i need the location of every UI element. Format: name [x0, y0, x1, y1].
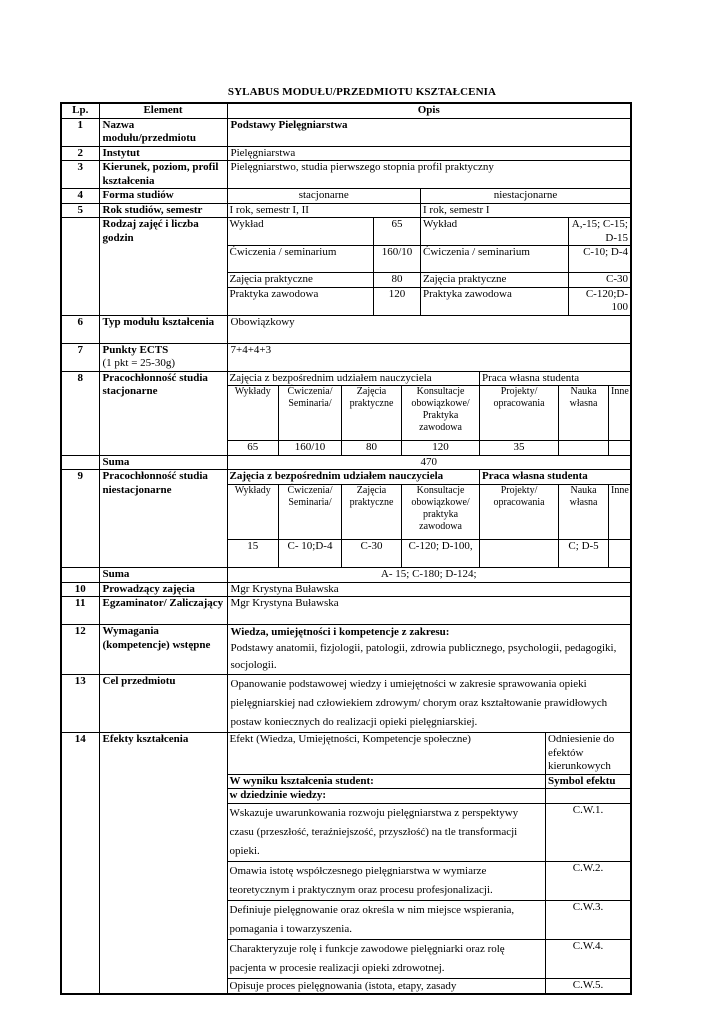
row-11-element: Egzaminator/ Zaliczający [99, 597, 227, 625]
row-8-lp: 8 [61, 371, 99, 455]
row-6-value: Obowiązkowy [227, 315, 631, 343]
row-8-suma [61, 455, 631, 470]
row-1-lp: 1 [61, 118, 99, 146]
workload-col-header: Projekty/ opracowania [480, 484, 559, 539]
hours-row-label: Zajęcia praktyczne [228, 273, 374, 288]
row-12 [61, 625, 631, 675]
row-12-element: Wymagania (kompetencje) wstępne [99, 625, 227, 675]
row-5-years [227, 203, 631, 218]
row-14-element: Efekty kształcenia [99, 733, 227, 994]
row-3-element: Kierunek, poziom, profil kształcenia [99, 161, 227, 189]
row-4-lp: 4 [61, 189, 99, 204]
row-9 [61, 470, 631, 568]
row-13-element: Cel przedmiotu [99, 675, 227, 733]
workload-col-header: Wykłady [228, 484, 279, 539]
effects-symbol-header: Symbol efektu [546, 774, 631, 789]
workload-niestac-table [228, 470, 631, 567]
workload-value: 35 [480, 441, 559, 455]
row-9-suma-label: Suma [99, 568, 227, 583]
row-7-lp: 7 [61, 343, 99, 371]
workload-value: C- 10;D-4 [279, 539, 342, 567]
workload-niestac-cell [227, 470, 631, 568]
form-niestacjonarne: niestacjonarne [421, 189, 631, 203]
hours-row-value: 65 [374, 218, 421, 246]
effects-head-description: Efekt (Wiedza, Umiejętności, Kompetencje społeczne) [228, 733, 546, 774]
document-title: SYLABUS MODUŁU/PRZEDMIOTU KSZTAŁCENIA [227, 86, 497, 98]
workload-group-teacher: Zajęcia z bezpośrednim udziałem nauczyciela [228, 470, 480, 484]
row-10-lp: 10 [61, 582, 99, 597]
effect-text: Omawia istotę współczesnego pielęgniarstwa w wymiarze teoretycznym i praktycznym oraz procesu profesjonalizacji. [228, 861, 546, 900]
row-9-lp: 9 [61, 470, 99, 568]
row-4-element: Forma studiów [99, 189, 227, 204]
effect-text: Definiuje pielęgnowanie oraz określa w nim miejsce wspierania, pomagania i towarzyszenia. [228, 900, 546, 939]
workload-value [480, 539, 559, 567]
row-1-element: Nazwa modułu/przedmiotu [99, 118, 227, 146]
workload-value: 120 [402, 441, 480, 455]
row-8-element: Pracochłonność studia stacjonarne [99, 371, 227, 455]
syllabus-table [60, 102, 632, 995]
row-10-element: Prowadzący zajęcia [99, 582, 227, 597]
workload-value: 160/10 [279, 441, 342, 455]
workload-value: C; D-5 [559, 539, 609, 567]
row-12-value-cell [227, 625, 631, 675]
workload-col-header: Projekty/ opracowania [480, 386, 559, 441]
row-8 [61, 371, 631, 455]
row-14 [61, 733, 631, 994]
header-element: Element [99, 103, 227, 118]
workload-col-header: Konsultacje obowiązkowe/ praktyka zawodowa [402, 484, 480, 539]
effects-cell [227, 733, 631, 994]
row-9-suma-value: A- 15; C-180; D-124; [227, 568, 631, 583]
workload-value: 65 [228, 441, 279, 455]
row-12-value-heading: Wiedza, umiejętności i kompetencje z zakresu: [230, 626, 450, 638]
effect-text: Charakteryzuje rolę i funkcje zawodowe pielęgniarki oraz rolę pacjenta w procesie realizacji opieki zdrowotnej. [228, 939, 546, 978]
workload-value: C-30 [342, 539, 402, 567]
effect-symbol: C.W.5. [546, 978, 631, 993]
hours-row-value: 160/10 [374, 246, 421, 273]
row-7 [61, 343, 631, 371]
hours-row-label: Wykład [421, 218, 569, 246]
row-10-value: Mgr Krystyna Buławska [227, 582, 631, 597]
effects-domain-knowledge: w dziedzinie wiedzy: [228, 789, 546, 804]
row-5-lp: 5 [61, 203, 99, 218]
row-5-element: Rok studiów, semestr [99, 203, 227, 218]
hours-table-cell [227, 218, 631, 316]
workload-group-self: Praca własna studenta [480, 372, 630, 386]
workload-group-teacher: Zajęcia z bezpośrednim udziałem nauczyciela [228, 372, 480, 386]
effects-subhead: W wyniku kształcenia student: [228, 774, 546, 789]
workload-col-header: Ćwiczenia/ Seminaria/ [279, 386, 342, 441]
workload-value [609, 539, 630, 567]
row-8-suma-label: Suma [99, 455, 227, 470]
workload-group-self: Praca własna studenta [480, 470, 630, 484]
hours-row-value: 120 [374, 287, 421, 315]
row-6-lp: 6 [61, 315, 99, 343]
row-4-forms [227, 189, 631, 204]
row-9-element: Pracochłonność studia niestacjonarne [99, 470, 227, 568]
row-9-suma [61, 568, 631, 583]
workload-value [609, 441, 630, 455]
hours-row-value: C-30 [569, 273, 631, 288]
row-5-hours-element: Rodzaj zajęć i liczba godzin [99, 218, 227, 316]
row-13-value: Opanowanie podstawowej wiedzy i umiejętności w zakresie sprawowania opieki pielęgniarskiej nad człowiekiem zdrowym/ chorym oraz kształtowanie prawidłowych postaw koniecznych do realizacji opieki pielęgniarskiej. [227, 675, 631, 733]
workload-col-header: Wykłady [228, 386, 279, 441]
hours-row-label: Praktyka zawodowa [228, 287, 374, 315]
header-opis: Opis [227, 103, 631, 118]
year-stacjonarne: I rok, semestr I, II [228, 204, 421, 218]
hours-row-label: Wykład [228, 218, 374, 246]
row-5 [61, 203, 631, 218]
workload-col-header: Nauka własna [559, 386, 609, 441]
row-4 [61, 189, 631, 204]
workload-stac-table [228, 372, 631, 455]
hours-row-label: Praktyka zawodowa [421, 287, 569, 315]
row-11-lp: 11 [61, 597, 99, 625]
row-1 [61, 118, 631, 146]
hours-row-value: C-10; D-4 [569, 246, 631, 273]
workload-col-header: Inne [609, 484, 630, 539]
row-7-element-note: (1 pkt = 25-30g) [102, 357, 175, 369]
row-2-lp: 2 [61, 146, 99, 161]
hours-row-label: Zajęcia praktyczne [421, 273, 569, 288]
row-10 [61, 582, 631, 597]
workload-value: 80 [342, 441, 402, 455]
effect-symbol: C.W.1. [546, 803, 631, 861]
syllabus-table-wrapper [60, 102, 630, 995]
hours-row-label: Ćwiczenia / seminarium [421, 246, 569, 273]
workload-stac-cell [227, 371, 631, 455]
effect-symbol: C.W.2. [546, 861, 631, 900]
workload-col-header: Nauka własna [559, 484, 609, 539]
row-2-value: Pielęgniarstwa [227, 146, 631, 161]
hours-table [228, 218, 631, 315]
effect-symbol: C.W.3. [546, 900, 631, 939]
row-13-lp: 13 [61, 675, 99, 733]
row-3-lp: 3 [61, 161, 99, 189]
form-stacjonarne: stacjonarne [228, 189, 421, 203]
hours-row-value: A,-15; C-15; D-15 [569, 218, 631, 246]
workload-col-header: Zajęcia praktyczne [342, 386, 402, 441]
workload-col-header: Inne [609, 386, 630, 441]
row-6 [61, 315, 631, 343]
effects-head-reference: Odniesienie do efektów kierunkowych [546, 733, 631, 774]
row-6-element: Typ modułu kształcenia [99, 315, 227, 343]
row-7-value: 7+4+4+3 [227, 343, 631, 371]
row-12-lp: 12 [61, 625, 99, 675]
row-3-value: Pielęgniarstwo, studia pierwszego stopnia profil praktyczny [227, 161, 631, 189]
workload-col-header: Zajęcia praktyczne [342, 484, 402, 539]
row-13 [61, 675, 631, 733]
row-5-hours [61, 218, 631, 316]
hours-row-value: 80 [374, 273, 421, 288]
header-lp: Lp. [61, 103, 99, 118]
effect-text: Wskazuje uwarunkowania rozwoju pielęgniarstwa z perspektywy czasu (przeszłość, teraźniejszość, przyszłość) na tle transformacji opieki. [228, 803, 546, 861]
row-14-lp: 14 [61, 733, 99, 994]
row-12-value: Podstawy anatomii, fizjologii, patologii, zdrowia publicznego, psychologii, pedagogiki, socjologii. [230, 642, 617, 671]
effects-table [228, 733, 631, 993]
workload-value [559, 441, 609, 455]
workload-value: C-120; D-100, [402, 539, 480, 567]
effect-text: Opisuje proces pielęgnowania (istota, etapy, zasady [228, 978, 546, 993]
row-11-value: Mgr Krystyna Buławska [227, 597, 631, 625]
effect-symbol: C.W.4. [546, 939, 631, 978]
row-11 [61, 597, 631, 625]
workload-value: 15 [228, 539, 279, 567]
hours-row-value: C-120;D-100 [569, 287, 631, 315]
workload-col-header: Konsultacje obowiązkowe/ Praktyka zawodowa [402, 386, 480, 441]
row-7-element: Punkty ECTS [102, 343, 169, 356]
header-row [61, 103, 631, 118]
row-3 [61, 161, 631, 189]
hours-row-label: Ćwiczenia / seminarium [228, 246, 374, 273]
year-niestacjonarne: I rok, semestr I [421, 204, 631, 218]
workload-col-header: Ćwiczenia/ Seminaria/ [279, 484, 342, 539]
row-2-element: Instytut [99, 146, 227, 161]
row-7-element-cell [99, 343, 227, 371]
row-1-value: Podstawy Pielęgniarstwa [227, 118, 631, 146]
row-2 [61, 146, 631, 161]
row-8-suma-value: 470 [227, 455, 631, 470]
